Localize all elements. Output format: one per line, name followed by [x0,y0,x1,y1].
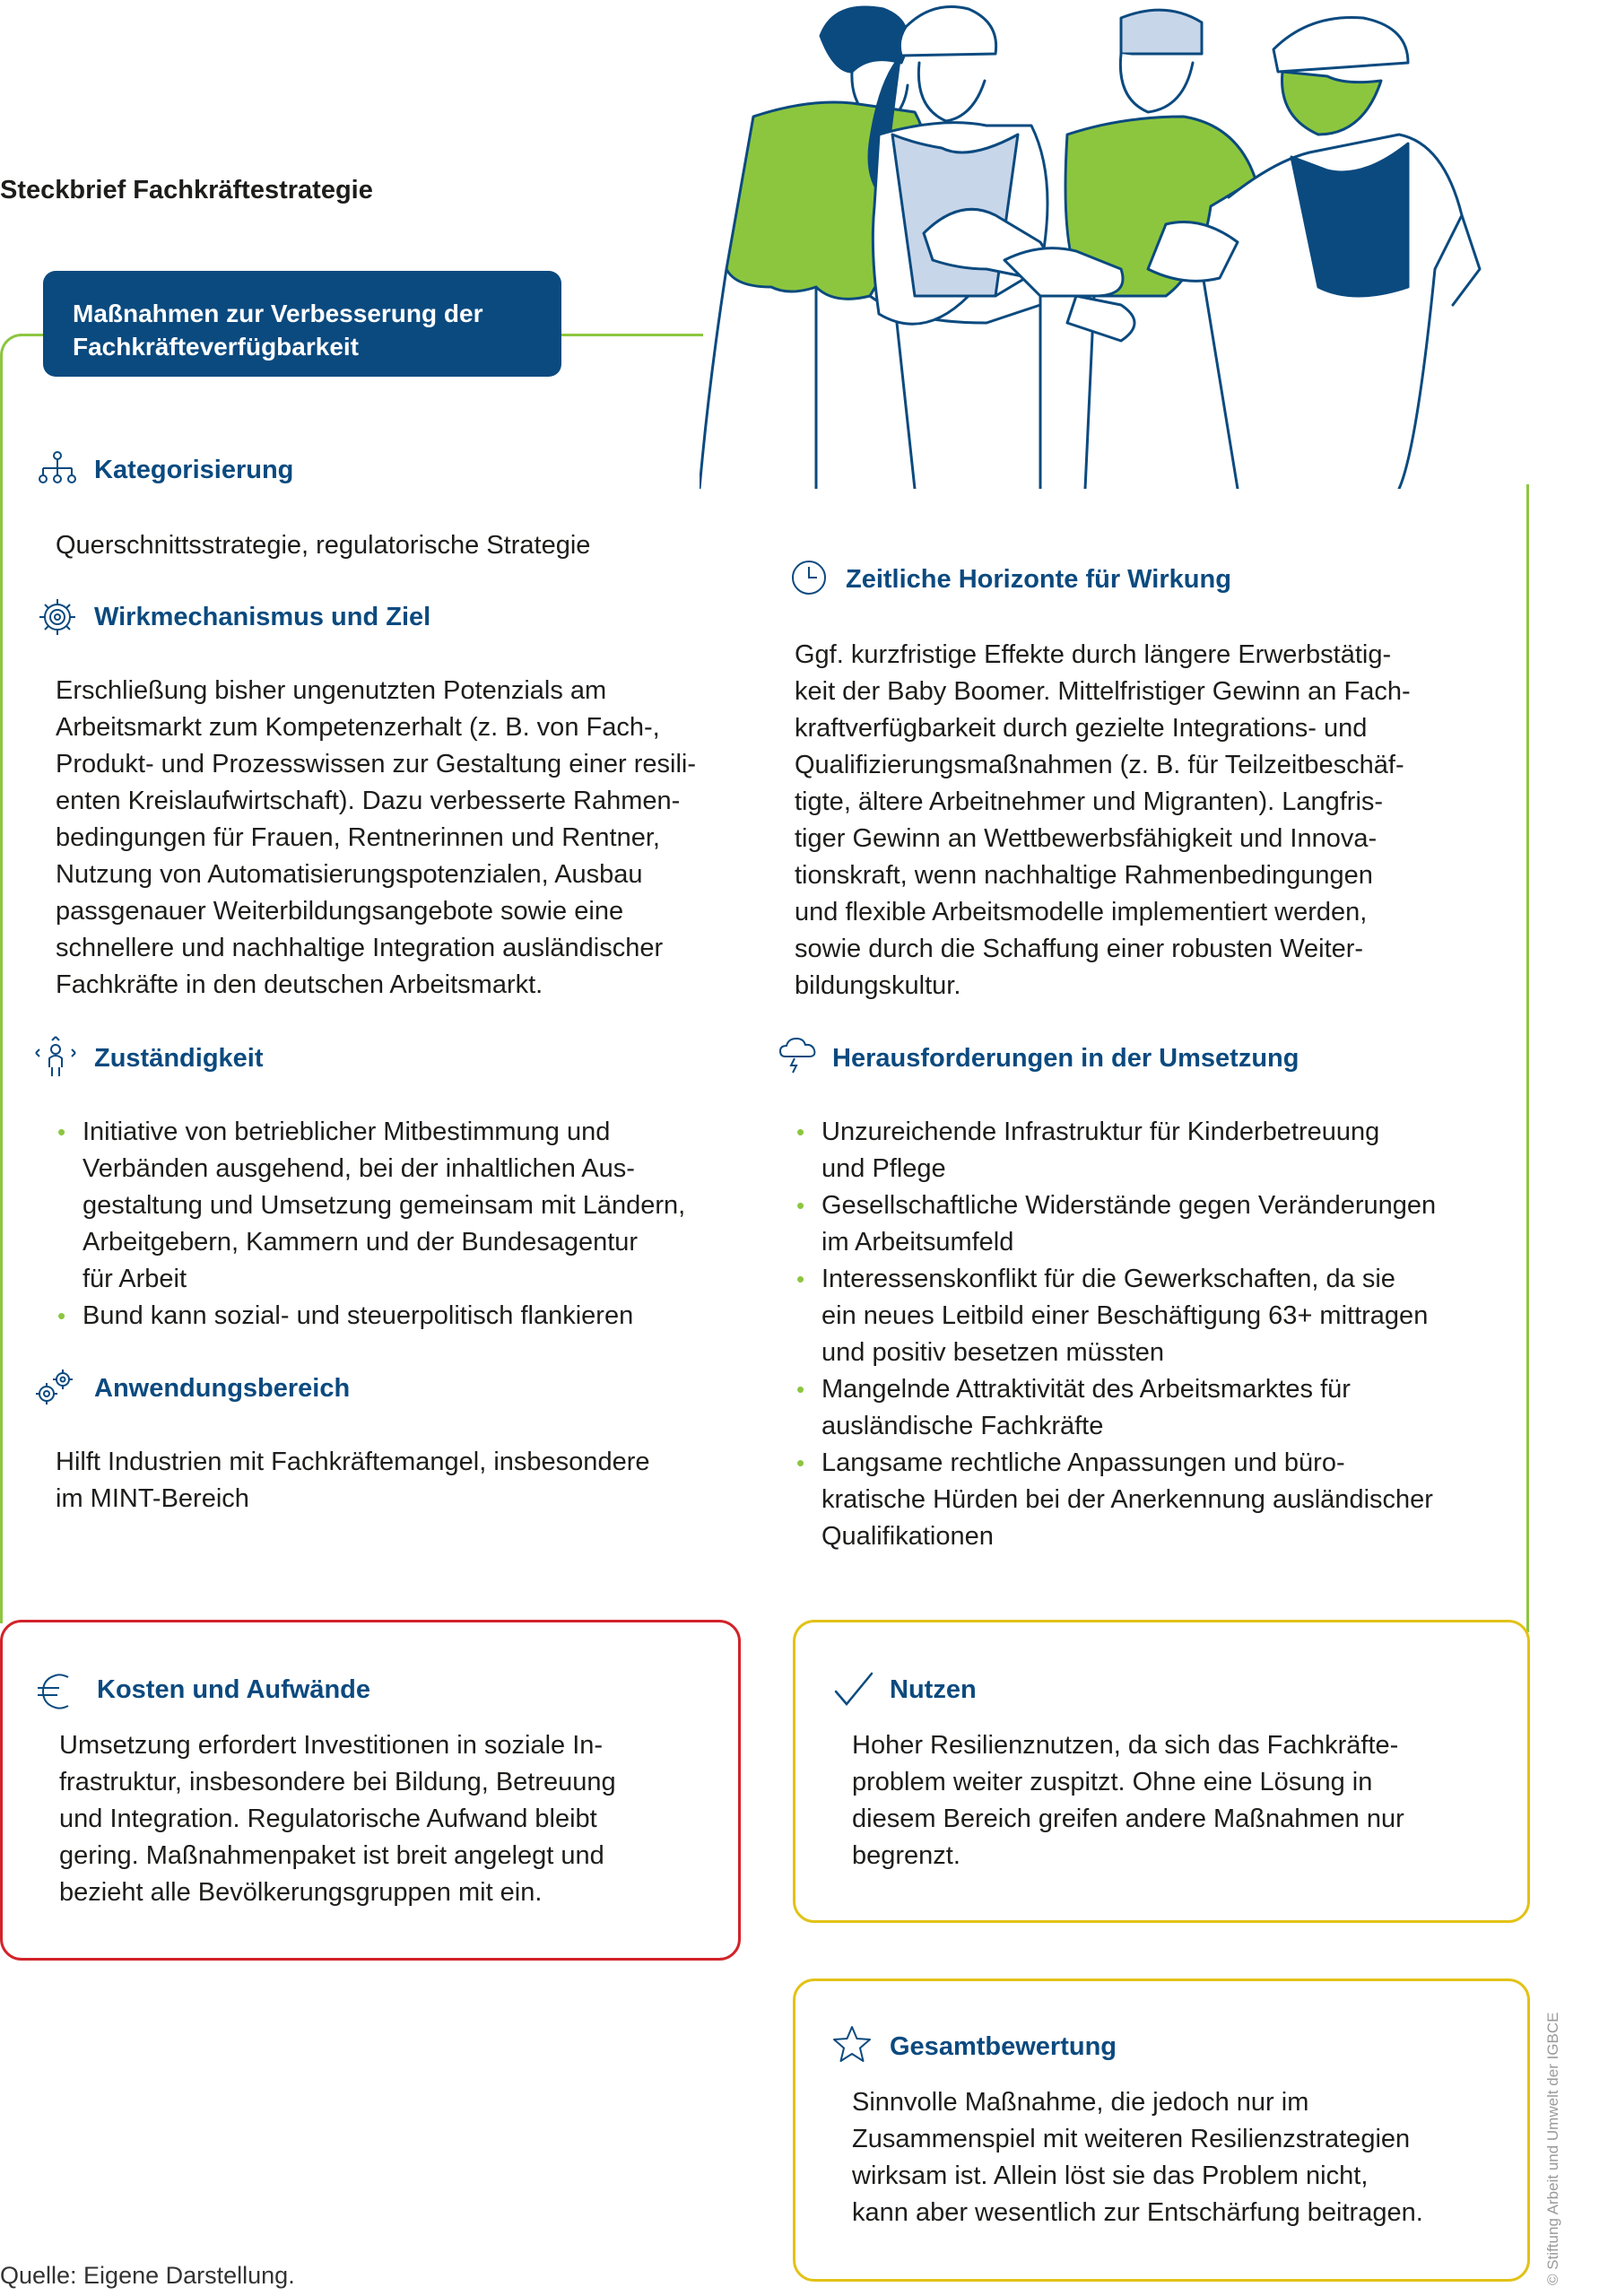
list-item [56,1114,755,1298]
list-item [795,1371,1512,1445]
text-line: Arbeitgebern, Kammern und der Bundesagentur [83,1228,639,1257]
text-line: Umsetzung erfordert Investitionen in soziale In- [59,1731,604,1760]
text-line: • Interessenskonflikt für die Gewerkschaften, da sie [821,1265,1395,1293]
text-line: im MINT-Bereich [56,1484,249,1513]
gears-icon [32,1367,75,1410]
text-line: ein neues Leitbild einer Beschäftigung 63+ mittragen [821,1301,1429,1330]
text-line: und flexible Arbeitsmodelle implementiert werden, [795,898,1368,926]
text-line: Nutzung von Automatisierungspotenzialen, Ausbau [56,860,643,889]
kosten-title: Kosten und Aufwände [97,1675,371,1704]
text-line: diesem Bereich greifen andere Maßnahmen nur [852,1805,1404,1833]
text-line: begrenzt. [852,1841,960,1870]
banner-line-2: Fachkräfteverfügbarkeit [73,333,360,361]
list-item [795,1187,1512,1261]
text-line: bedingungen für Frauen, Rentnerinnen und Rentner, [56,823,660,852]
text-line: Sinnvolle Maßnahme, die jedoch nur im [852,2088,1309,2117]
zeitliche-title: Zeitliche Horizonte für Wirkung [846,565,1231,594]
text-line: • Initiative von betrieblicher Mitbestimmung und [83,1118,611,1146]
gesamt-text [852,2084,1423,2231]
text-line: enten Kreislaufwirtschaft). Dazu verbesserte Rahmen- [56,787,681,815]
text-line: für Arbeit [83,1265,187,1293]
frame-line-left [0,359,3,1623]
frame-line-right [1526,484,1529,1632]
text-line: wirksam ist. Allein löst sie das Problem nicht, [852,2161,1369,2190]
list-item [795,1261,1512,1371]
hierarchy-icon [36,448,79,491]
euro-icon [34,1670,77,1713]
text-line: • Langsame rechtliche Anpassungen und büro- [821,1448,1345,1477]
text-line: tionskraft, wenn nachhaltige Rahmenbedingungen [795,861,1373,890]
list-item [795,1114,1512,1187]
text-line: • Unzureichende Infrastruktur für Kinderbetreuung [821,1118,1380,1146]
text-line: Erschließung bisher ungenutzten Potenzials am [56,676,607,705]
text-line: Arbeitsmarkt zum Kompetenzerhalt (z. B. von Fach-, [56,713,660,742]
nutzen-text [852,1727,1404,1874]
list-item [56,1298,755,1335]
text-line: keit der Baby Boomer. Mittelfristiger Gewinn an Fach- [795,677,1411,706]
text-line: Hilft Industrien mit Fachkräftemangel, insbesondere [56,1448,650,1476]
wirkmechanismus-title: Wirkmechanismus und Ziel [94,603,431,631]
text-line: kann aber wesentlich zur Entschärfung beitragen. [852,2198,1423,2227]
text-line: Hoher Resilienznutzen, da sich das Fachkräfte- [852,1731,1399,1760]
text-line: • Gesellschaftliche Widerstände gegen Veränderungen [821,1191,1437,1220]
clock-icon [787,556,830,599]
gesamt-title: Gesamtbewertung [890,2032,1117,2061]
text-line: Fachkräfte in den deutschen Arbeitsmarkt. [56,970,543,999]
text-line: schnellere und nachhaltige Integration ausländischer [56,934,664,962]
zeitliche-text [795,637,1411,1004]
anwendungsbereich-title: Anwendungsbereich [94,1374,351,1403]
copyright-note: © Stiftung Arbeit und Umwelt der IGBCE [1544,2012,1561,2285]
text-line: Produkt- und Prozesswissen zur Gestaltung einer resili- [56,750,697,778]
four-workers-hands-together-illustration [700,0,1608,489]
star-icon [830,2023,874,2066]
person-arrows-icon [34,1035,77,1078]
text-line: • Bund kann sozial- und steuerpolitisch flankieren [83,1301,634,1330]
text-line: • Mangelnde Attraktivität des Arbeitsmarktes für [821,1375,1351,1404]
text-line: Zusammenspiel mit weiteren Resilienzstrategien [852,2125,1411,2153]
text-line: gering. Maßnahmenpaket ist breit angelegt und [59,1841,604,1870]
zustaendigkeit-title: Zuständigkeit [94,1044,264,1073]
checkmark-icon [832,1668,875,1711]
herausforderungen-title: Herausforderungen in der Umsetzung [832,1044,1299,1073]
text-line: problem weiter zuspitzt. Ohne eine Lösung in [852,1768,1373,1796]
herausforderungen-list [795,1114,1512,1555]
text-line: im Arbeitsumfeld [821,1228,1014,1257]
text-line: ausländische Fachkräfte [821,1412,1104,1440]
document-title: Steckbrief Fachkräftestrategie [0,176,373,204]
text-line: gestaltung und Umsetzung gemeinsam mit Ländern, [83,1191,686,1220]
text-line: bezieht alle Bevölkerungsgruppen mit ein. [59,1878,543,1907]
kategorisierung-text: Querschnittsstrategie, regulatorische Strategie [56,531,591,560]
source-note: Quelle: Eigene Darstellung. [0,2262,295,2289]
storm-cloud-icon [777,1031,820,1074]
frame-line-top-right [561,334,703,336]
text-line: kraftverfügbarkeit durch gezielte Integrations- und [795,714,1368,743]
text-line: tiger Gewinn an Wettbewerbsfähigkeit und Innova- [795,824,1378,853]
text-line: frastruktur, insbesondere bei Bildung, Betreuung [59,1768,616,1796]
text-line: kratische Hürden bei der Anerkennung ausländischer [821,1485,1433,1514]
text-line: tigte, ältere Arbeitnehmer und Migranten). Langfris- [795,787,1384,816]
target-gear-icon [36,596,79,639]
text-line: sowie durch die Schaffung einer robusten Weiter- [795,935,1364,963]
text-line: Qualifizierungsmaßnahmen (z. B. für Teilzeitbeschäf- [795,751,1404,779]
zustaendigkeit-list [56,1114,755,1335]
text-line: und Pflege [821,1154,946,1183]
banner-line-1: Maßnahmen zur Verbesserung der [73,300,483,327]
wirkmechanismus-text [56,673,696,1004]
text-line: bildungskultur. [795,971,961,1000]
text-line: Verbänden ausgehend, bei der inhaltlichen Aus- [83,1154,635,1183]
text-line: und Integration. Regulatorische Aufwand bleibt [59,1805,597,1833]
kategorisierung-title: Kategorisierung [94,456,294,484]
nutzen-title: Nutzen [890,1675,977,1704]
measure-banner [43,271,561,377]
text-line: und positiv besetzen müssten [821,1338,1165,1367]
anwendungsbereich-text [56,1444,649,1518]
text-line: Ggf. kurzfristige Effekte durch längere Erwerbstätig- [795,640,1392,669]
list-item [795,1445,1512,1555]
frame-corner [0,334,27,361]
text-line: passgenauer Weiterbildungsangebote sowie eine [56,897,624,926]
kosten-text [59,1727,616,1911]
text-line: Qualifikationen [821,1522,994,1551]
